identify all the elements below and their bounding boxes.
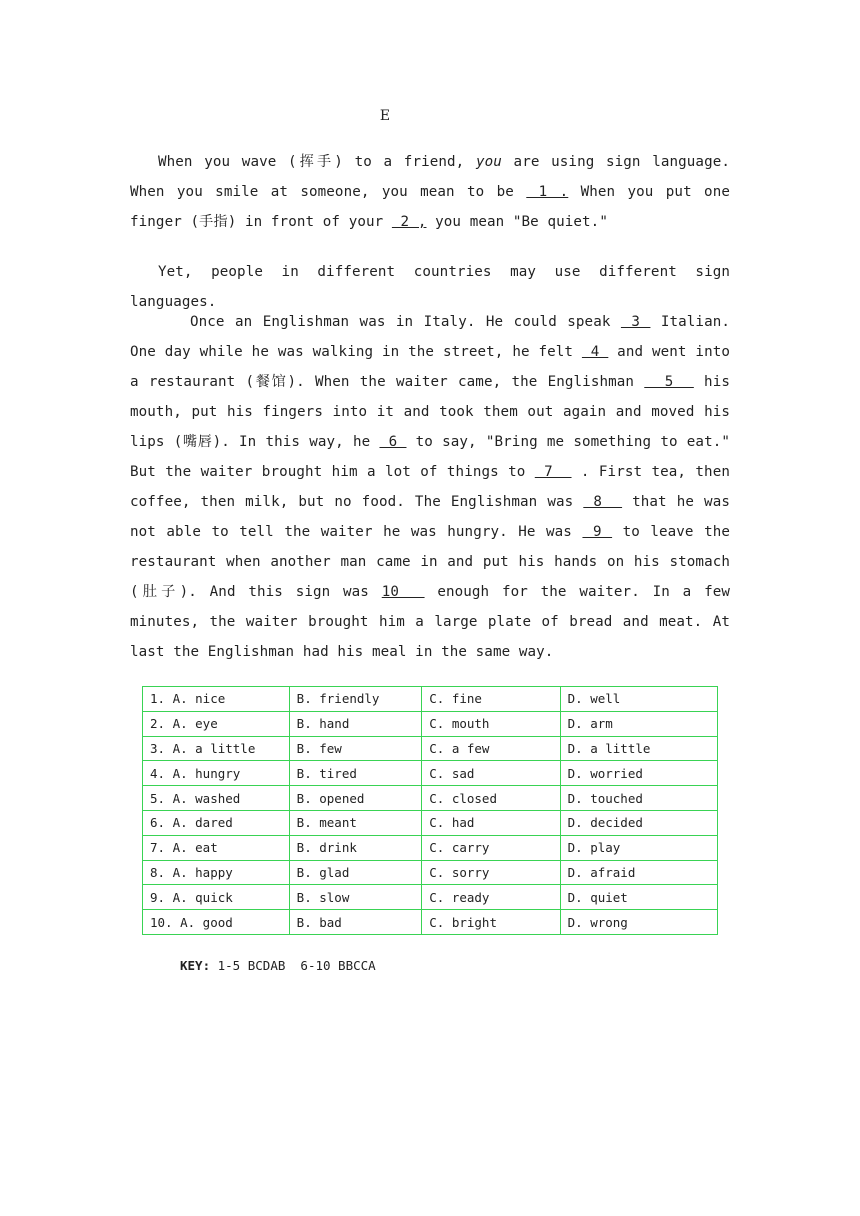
table-row [143,687,718,712]
table-row [143,761,718,786]
option-c: C. sad [422,761,560,786]
option-c: C. ready [422,885,560,910]
option-d: D. touched [560,786,717,811]
option-b: B. tired [289,761,422,786]
option-a: 3. A. a little [143,736,290,761]
blank-4: 4 [581,344,609,360]
option-b: B. slow [289,885,422,910]
table-row [143,885,718,910]
blank-9: 9 [582,524,613,540]
text: to say, "Bring me something to eat." But the waiter brought him a lot of things to [130,434,730,480]
option-b: B. few [289,736,422,761]
text: and went into a restaurant (餐馆). When the waiter came, the Englishman [130,344,730,390]
paragraph-1 [130,147,730,237]
section-letter: E [379,108,391,124]
option-c: C. fine [422,687,560,712]
table-row [143,711,718,736]
option-c: C. a few [422,736,560,761]
option-c: C. carry [422,835,560,860]
blank-6: 6 [379,434,407,450]
table-row [143,786,718,811]
option-a: 7. A. eat [143,835,290,860]
answer-key-label: KEY: [180,958,211,973]
text: When you wave (挥手) to a friend, [158,154,476,170]
option-b: B. drink [289,835,422,860]
paragraph-2: Yet, people in different countries may use different sign languages. [130,264,730,310]
answer-key [180,958,376,973]
option-d: D. decided [560,810,717,835]
text: that he was not able to tell the waiter he was hungry. He was [130,494,730,540]
option-d: D. quiet [560,885,717,910]
blank-7: 7 [534,464,572,480]
option-d: D. arm [560,711,717,736]
italic-you: you [475,154,502,170]
option-c: C. had [422,810,560,835]
table-row [143,910,718,935]
option-c: C. closed [422,786,560,811]
option-a: 6. A. dared [143,810,290,835]
blank-3: 3 [620,314,651,330]
option-a: 2. A. eye [143,711,290,736]
option-d: D. afraid [560,860,717,885]
option-c: C. mouth [422,711,560,736]
option-b: B. meant [289,810,422,835]
text: you mean "Be quiet." [426,214,608,230]
option-a: 5. A. washed [143,786,290,811]
option-a: 1. A. nice [143,687,290,712]
option-b: B. friendly [289,687,422,712]
table-row [143,835,718,860]
text: . First tea, then coffee, then milk, but no food. The Englishman was [130,464,730,510]
table-row [143,860,718,885]
option-b: B. bad [289,910,422,935]
blank-10: 10 [381,584,425,600]
text: his mouth, put his fingers into it and took them out again and moved his lips (嘴唇). In this way, he [130,374,730,450]
text: enough for the waiter. In a few minutes, the waiter brought him a large plate of bread and meat. At last the Englishman had his meal in the same way. [130,584,730,660]
option-d: D. well [560,687,717,712]
text: When you put one finger (手指) in front of your [130,184,730,230]
table-row [143,810,718,835]
blank-5: 5 [644,374,694,390]
option-d: D. a little [560,736,717,761]
option-d: D. play [560,835,717,860]
answer-key-text: 1-5 BCDAB 6-10 BBCCA [210,958,376,973]
option-c: C. sorry [422,860,560,885]
text: are using sign language. When you smile at someone, you mean to be [130,154,730,200]
text: Italian. One day while he was walking in the street, he felt [130,314,731,360]
option-d: D. wrong [560,910,717,935]
option-a: 4. A. hungry [143,761,290,786]
option-a: 8. A. happy [143,860,290,885]
option-b: B. glad [289,860,422,885]
option-b: B. hand [289,711,422,736]
text: Once an Englishman was in Italy. He could speak [190,314,621,330]
blank-1: 1 . [526,184,569,200]
option-a: 10. A. good [143,910,290,935]
paragraph-3 [130,307,730,667]
option-a: 9. A. quick [143,885,290,910]
options-table [142,686,718,935]
blank-2: 2 , [391,214,427,230]
option-b: B. opened [289,786,422,811]
blank-8: 8 [583,494,623,510]
option-c: C. bright [422,910,560,935]
option-d: D. worried [560,761,717,786]
text: to leave the restaurant when another man came in and put his hands on his stomach (肚子). And this sign was [130,524,730,600]
table-row [143,736,718,761]
